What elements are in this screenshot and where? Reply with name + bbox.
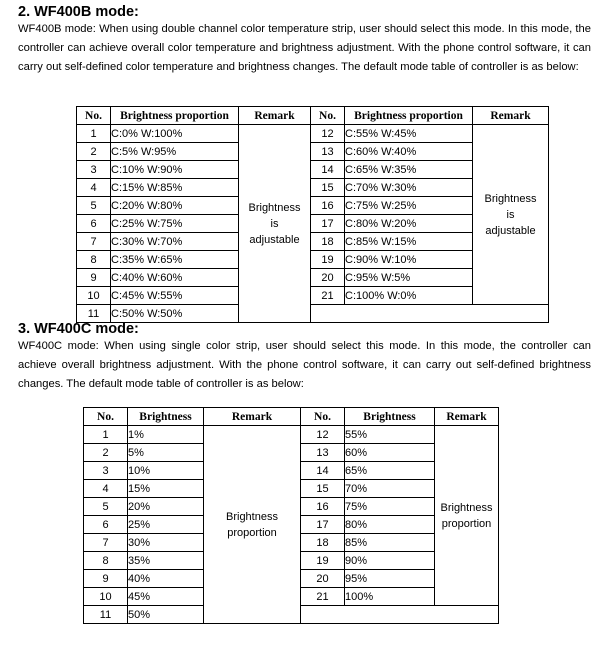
- wf400c-description: WF400C mode: When using single color strip, user should select this mode. In this mode, the controller can achieve overall brightness adjustment. With the phone control software, it can carry out self-defined brightness changes. The default mode table of controller is as below:: [18, 340, 591, 390]
- mode-number: 8: [77, 251, 111, 269]
- mode-number: 4: [77, 179, 111, 197]
- mode-value: 60%: [345, 444, 435, 462]
- wf400c-mode-table: [83, 407, 499, 624]
- mode-number: 4: [84, 480, 128, 498]
- column-header-no: No.: [77, 107, 111, 125]
- column-header-brightness-proportion: Brightness proportion: [111, 107, 239, 125]
- mode-number: 2: [77, 143, 111, 161]
- mode-number: 19: [311, 251, 345, 269]
- mode-value: C:60% W:40%: [345, 143, 473, 161]
- mode-number: 9: [77, 269, 111, 287]
- mode-value: C:85% W:15%: [345, 233, 473, 251]
- mode-number: 13: [301, 444, 345, 462]
- mode-number: 6: [84, 516, 128, 534]
- mode-number: 17: [311, 215, 345, 233]
- mode-number: 14: [301, 462, 345, 480]
- mode-value: 5%: [128, 444, 204, 462]
- mode-value: 1%: [128, 426, 204, 444]
- mode-number: 15: [301, 480, 345, 498]
- wf400b-heading: 2. WF400B mode:: [18, 4, 139, 20]
- table-header-row: [84, 408, 499, 426]
- remark-text: Brightness: [248, 201, 301, 214]
- mode-value: 25%: [128, 516, 204, 534]
- mode-value: 30%: [128, 534, 204, 552]
- table-header-row: [77, 107, 549, 125]
- mode-value: C:70% W:30%: [345, 179, 473, 197]
- mode-value: 45%: [128, 588, 204, 606]
- mode-value: 100%: [345, 588, 435, 606]
- column-header-no: No.: [311, 107, 345, 125]
- mode-number: 1: [84, 426, 128, 444]
- mode-number: 7: [84, 534, 128, 552]
- mode-number: 5: [84, 498, 128, 516]
- mode-value: 85%: [345, 534, 435, 552]
- remark-cell: [204, 426, 301, 624]
- mode-value: C:30% W:70%: [111, 233, 239, 251]
- mode-number: 20: [301, 570, 345, 588]
- mode-value: 55%: [345, 426, 435, 444]
- mode-value: 20%: [128, 498, 204, 516]
- mode-number: 16: [311, 197, 345, 215]
- mode-number: 11: [77, 305, 111, 323]
- mode-value: 65%: [345, 462, 435, 480]
- mode-number: 3: [77, 161, 111, 179]
- mode-number: 15: [311, 179, 345, 197]
- mode-number: 21: [301, 588, 345, 606]
- mode-value: C:75% W:25%: [345, 197, 473, 215]
- column-header-brightness-proportion: Brightness proportion: [345, 107, 473, 125]
- mode-value: 70%: [345, 480, 435, 498]
- remark-cell: [239, 125, 311, 323]
- remark-cell: [473, 125, 549, 305]
- mode-value: C:35% W:65%: [111, 251, 239, 269]
- remark-text: Brightness: [440, 501, 493, 514]
- mode-value: C:50% W:50%: [111, 305, 239, 323]
- column-header-brightness: Brightness: [128, 408, 204, 426]
- mode-number: 18: [301, 534, 345, 552]
- mode-value: C:95% W:5%: [345, 269, 473, 287]
- mode-value: 75%: [345, 498, 435, 516]
- mode-number: 10: [84, 588, 128, 606]
- empty-cell: [311, 305, 549, 323]
- mode-value: C:25% W:75%: [111, 215, 239, 233]
- mode-value: C:45% W:55%: [111, 287, 239, 305]
- column-header-no: No.: [84, 408, 128, 426]
- mode-number: 2: [84, 444, 128, 462]
- mode-value: 80%: [345, 516, 435, 534]
- mode-number: 1: [77, 125, 111, 143]
- mode-number: 5: [77, 197, 111, 215]
- remark-text: adjustable: [485, 224, 536, 237]
- mode-number: 21: [311, 287, 345, 305]
- mode-number: 18: [311, 233, 345, 251]
- wf400b-mode-table: [76, 106, 549, 323]
- mode-number: 10: [77, 287, 111, 305]
- table-row: [77, 125, 549, 143]
- mode-number: 3: [84, 462, 128, 480]
- mode-value: C:65% W:35%: [345, 161, 473, 179]
- empty-cell: [301, 606, 499, 624]
- remark-text: proportion: [441, 517, 492, 530]
- remark-text: Brightness: [226, 510, 278, 523]
- mode-value: C:5% W:95%: [111, 143, 239, 161]
- mode-number: 17: [301, 516, 345, 534]
- remark-text: is: [506, 208, 515, 221]
- mode-number: 16: [301, 498, 345, 516]
- remark-text: proportion: [227, 526, 277, 539]
- mode-value: 15%: [128, 480, 204, 498]
- mode-value: 95%: [345, 570, 435, 588]
- mode-number: 14: [311, 161, 345, 179]
- wf400b-description: WF400B mode: When using double channel color temperature strip, user should select this mode. In this mode, the controller can achieve overall color temperature and brightness adjustment. With the phone control software, it can carry out self-defined color temperature and brightness changes. The default mode table of controller is as below:: [18, 23, 591, 73]
- mode-number: 20: [311, 269, 345, 287]
- table-row: [77, 305, 549, 323]
- mode-number: 9: [84, 570, 128, 588]
- mode-value: C:100% W:0%: [345, 287, 473, 305]
- column-header-brightness: Brightness: [345, 408, 435, 426]
- column-header-remark: Remark: [473, 107, 549, 125]
- mode-value: 10%: [128, 462, 204, 480]
- mode-number: 6: [77, 215, 111, 233]
- mode-value: C:40% W:60%: [111, 269, 239, 287]
- mode-value: C:55% W:45%: [345, 125, 473, 143]
- mode-number: 7: [77, 233, 111, 251]
- mode-value: 90%: [345, 552, 435, 570]
- mode-number: 19: [301, 552, 345, 570]
- remark-text: adjustable: [249, 233, 300, 246]
- remark-text: Brightness: [484, 192, 537, 205]
- mode-value: C:0% W:100%: [111, 125, 239, 143]
- table-row: [84, 426, 499, 444]
- mode-number: 11: [84, 606, 128, 624]
- mode-number: 12: [301, 426, 345, 444]
- mode-value: C:20% W:80%: [111, 197, 239, 215]
- column-header-no: No.: [301, 408, 345, 426]
- column-header-remark: Remark: [435, 408, 499, 426]
- wf400c-heading: 3. WF400C mode:: [18, 321, 139, 337]
- remark-cell: [435, 426, 499, 606]
- remark-text: is: [270, 217, 279, 230]
- mode-value: C:90% W:10%: [345, 251, 473, 269]
- mode-number: 12: [311, 125, 345, 143]
- mode-value: C:15% W:85%: [111, 179, 239, 197]
- mode-value: C:10% W:90%: [111, 161, 239, 179]
- mode-number: 8: [84, 552, 128, 570]
- mode-value: 35%: [128, 552, 204, 570]
- column-header-remark: Remark: [239, 107, 311, 125]
- mode-value: C:80% W:20%: [345, 215, 473, 233]
- column-header-remark: Remark: [204, 408, 301, 426]
- mode-number: 13: [311, 143, 345, 161]
- mode-value: 50%: [128, 606, 204, 624]
- mode-value: 40%: [128, 570, 204, 588]
